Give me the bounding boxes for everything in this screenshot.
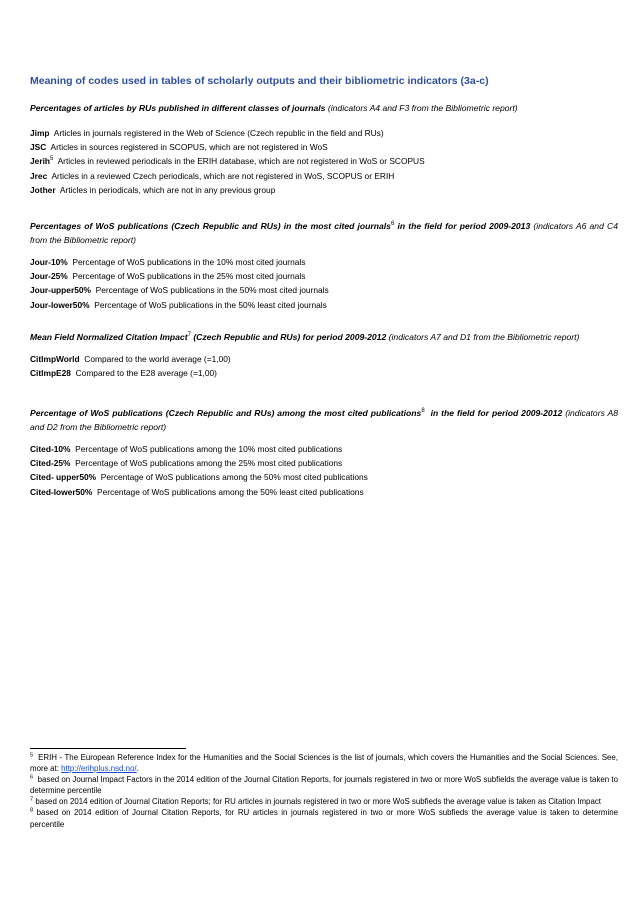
code-label: Jour-lower50%	[30, 299, 90, 310]
code-description: Percentage of WoS publications in the 25% most cited journals	[72, 271, 306, 282]
code-description: Percentage of WoS publications in the 50% most cited journals	[95, 285, 329, 296]
definition-item	[30, 485, 618, 499]
code-label: Cited-25%	[30, 458, 71, 469]
definition-item	[30, 352, 618, 366]
footnote-text: based on Journal Impact Factors in the 2014 edition of the Journal Citation Reports, for journals registered in two or more WoS subfields the average value is taken to determine percentile	[30, 775, 618, 796]
section-heading-text: (Czech Republic and RUs) for period 2009-2012	[193, 332, 387, 342]
section-heading-text: Mean Field Normalized Citation Impact	[30, 332, 188, 342]
footnote-ref: 6	[390, 221, 395, 228]
code-description: Articles in reviewed periodicals in the ERIH database, which are not registered in WoS or SCOPUS	[57, 156, 425, 167]
footnote-number: 5	[30, 752, 34, 759]
section-heading-note: (indicators A6 and C4 from the Bibliometric report)	[30, 221, 619, 245]
code-description: Compared to the E28 average (=1,00)	[75, 368, 217, 379]
footnote-6	[30, 774, 618, 796]
definition-item	[30, 442, 618, 456]
section-most-cited-journals	[30, 219, 618, 312]
code-description: Compared to the world average (=1,00)	[84, 354, 231, 364]
footnote-text: based on 2014 edition of Journal Citation Reports; for RU articles in journals registered in two or more WoS subfieds the average value is taken as Citation Impact	[35, 797, 601, 807]
definition-item	[30, 298, 618, 312]
code-description: Percentage of WoS publications in the 50% least cited journals	[94, 299, 327, 310]
code-description: Articles in periodicals, which are not in any previous group	[59, 184, 276, 195]
footnote-7	[30, 796, 618, 807]
code-description: Percentage of WoS publications among the 10% most cited publications	[75, 444, 343, 454]
section-heading-text: in the field for period 2009-2013	[397, 221, 531, 231]
section-heading-text: Percentages of WoS publications (Czech Republic and RUs) in the most cited journals	[30, 221, 391, 231]
code-label: JSC	[30, 142, 47, 153]
definition-item	[30, 140, 618, 154]
footnote-ref: 7	[187, 332, 191, 339]
section-citation-impact	[30, 330, 618, 380]
footnote-ref: 5	[50, 156, 54, 163]
code-label: Jour-10%	[30, 257, 68, 267]
code-description: Percentage of WoS publications in the 10% most cited journals	[72, 257, 306, 267]
definition-item	[30, 456, 618, 470]
code-description: Articles in sources registered in SCOPUS, which are not registered in WoS	[50, 142, 328, 153]
page-title: Meaning of codes used in tables of scholarly outputs and their bibliometric indicators (3a-c)	[30, 75, 489, 87]
section-most-cited-publications	[30, 406, 618, 499]
code-label: Jrec	[30, 170, 48, 181]
section-heading-note: (indicators A8 and D2 from the Bibliometric report)	[30, 408, 619, 432]
section-heading-text: in the field for period 2009-2012	[430, 408, 563, 418]
code-label: Jother	[30, 184, 56, 195]
section-heading-note: (indicators A7 and D1 from the Bibliometric report)	[388, 332, 580, 342]
footnote-punctuation: .	[136, 764, 139, 774]
section-heading-text: Percentages of articles by RUs published in different classes of journals	[30, 103, 326, 113]
section-journal-classes	[30, 101, 618, 197]
code-label: Cited-10%	[30, 444, 71, 454]
section-heading-text: Percentage of WoS publications (Czech Republic and RUs) among the most cited publications	[30, 408, 422, 418]
code-label: Jimp	[30, 128, 50, 138]
section-heading-note: (indicators A4 and F3 from the Bibliometric report)	[327, 103, 518, 113]
footnote-text: ERIH - The European Reference Index for the Humanities and the Social Sciences is the list of journals, which covers the Humanities and the Social Sciences. See, more at:	[30, 753, 618, 774]
section-heading	[30, 219, 618, 247]
code-description: Percentage of WoS publications among the 25% most cited publications	[75, 458, 343, 469]
code-label: CitImpE28	[30, 368, 71, 379]
footnote-number: 8	[30, 807, 34, 814]
definition-item	[30, 169, 618, 183]
code-label: CitImpWorld	[30, 354, 80, 364]
definition-item	[30, 126, 618, 140]
definition-item	[30, 283, 618, 297]
code-description: Articles in a reviewed Czech periodicals, which are not registered in WoS, SCOPUS or ERIH	[51, 170, 395, 181]
definition-item	[30, 154, 618, 168]
definition-item	[30, 470, 618, 484]
code-label: Cited- upper50%	[30, 472, 97, 483]
code-label: Jour-25%	[30, 271, 68, 282]
footnote-ref: 8	[421, 408, 425, 415]
code-description: Percentage of WoS publications among the 50% most cited publications	[100, 472, 368, 483]
definition-item	[30, 269, 618, 283]
section-heading	[30, 101, 618, 115]
definition-item	[30, 255, 618, 269]
code-description: Percentage of WoS publications among the 50% least cited publications	[97, 486, 364, 497]
code-label: Jour-upper50%	[30, 285, 91, 296]
code-label: Cited-lower50%	[30, 486, 93, 497]
code-description: Articles in journals registered in the Web of Science (Czech republic in the field and RUs)	[53, 128, 384, 138]
section-heading	[30, 406, 618, 434]
definition-item	[30, 183, 618, 197]
code-label: Jerih	[30, 156, 51, 167]
footnote-divider	[30, 748, 186, 749]
footnote-number: 7	[30, 796, 34, 803]
footnote-8	[30, 807, 618, 829]
definition-item	[30, 366, 618, 380]
footnote-number: 6	[30, 774, 34, 781]
section-heading	[30, 330, 618, 344]
footnote-text: based on 2014 edition of Journal Citation Reports, for RU articles in journals registered in two or more WoS subfieds the average value is taken to determine percentile	[30, 808, 618, 829]
footnotes	[30, 752, 618, 830]
footnote-5	[30, 752, 618, 774]
erih-link[interactable]: http://erihplus.nsd.no/	[61, 764, 137, 774]
